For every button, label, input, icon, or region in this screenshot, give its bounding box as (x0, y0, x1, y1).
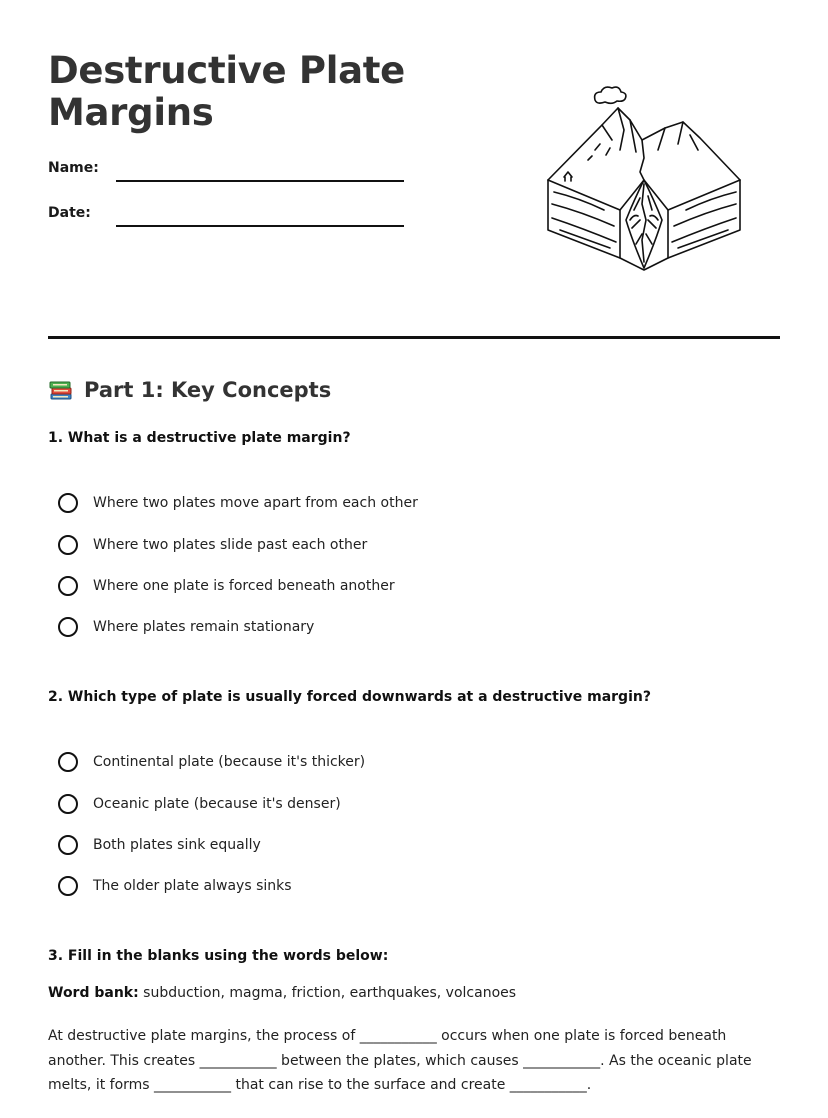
part-1-heading-text: Part 1: Key Concepts (84, 378, 332, 402)
option-label: Continental plate (because it's thicker) (93, 754, 366, 770)
radio-button[interactable] (58, 576, 78, 596)
question-1: 1. What is a destructive plate margin? (48, 430, 351, 446)
word-bank-label: Word bank: (48, 985, 139, 1001)
q1-option-1[interactable] (58, 491, 418, 515)
q1-option-4[interactable] (58, 615, 314, 639)
q2-option-3[interactable] (58, 833, 261, 857)
question-2: 2. Which type of plate is usually forced downwards at a destructive margin? (48, 689, 651, 705)
name-blank-line[interactable] (116, 180, 404, 182)
title-line-1: Destructive Plate (48, 49, 405, 92)
page-title (48, 50, 405, 134)
option-label: Where plates remain stationary (93, 619, 315, 635)
option-label: Where one plate is forced beneath another (93, 578, 395, 594)
word-bank (48, 985, 516, 1001)
name-field (48, 160, 408, 190)
option-label: Oceanic plate (because it's denser) (93, 796, 341, 812)
radio-button[interactable] (58, 493, 78, 513)
option-label: Where two plates move apart from each other (93, 495, 418, 511)
q2-option-2[interactable] (58, 792, 341, 816)
radio-button[interactable] (58, 617, 78, 637)
q1-option-2[interactable] (58, 533, 367, 557)
option-label: The older plate always sinks (93, 878, 292, 894)
option-label: Where two plates slide past each other (93, 537, 368, 553)
date-blank-line[interactable] (116, 225, 404, 227)
radio-button[interactable] (58, 794, 78, 814)
volcano-cross-section-icon (540, 80, 750, 275)
fill-in-paragraph: At destructive plate margins, the process of ___________ occurs when one plate is forced beneath another. This creates ___________ between the plates, which causes ___________. As the oceanic plate melts, it forms ___________ that can rise to the surface and create ___________. (48, 1028, 752, 1093)
books-icon (48, 377, 74, 403)
name-label: Name: (48, 160, 99, 176)
radio-button[interactable] (58, 535, 78, 555)
part-1-heading (48, 374, 331, 406)
radio-button[interactable] (58, 835, 78, 855)
radio-button[interactable] (58, 752, 78, 772)
q2-option-4[interactable] (58, 874, 292, 898)
q2-option-1[interactable] (58, 750, 365, 774)
title-line-2: Margins (48, 91, 214, 134)
date-label: Date: (48, 205, 91, 221)
option-label: Both plates sink equally (93, 837, 261, 853)
question-3: 3. Fill in the blanks using the words below: (48, 948, 389, 964)
radio-button[interactable] (58, 876, 78, 896)
q1-option-3[interactable] (58, 574, 395, 598)
date-field (48, 205, 408, 235)
section-divider (48, 336, 780, 339)
word-bank-words: subduction, magma, friction, earthquakes, volcanoes (143, 985, 517, 1001)
